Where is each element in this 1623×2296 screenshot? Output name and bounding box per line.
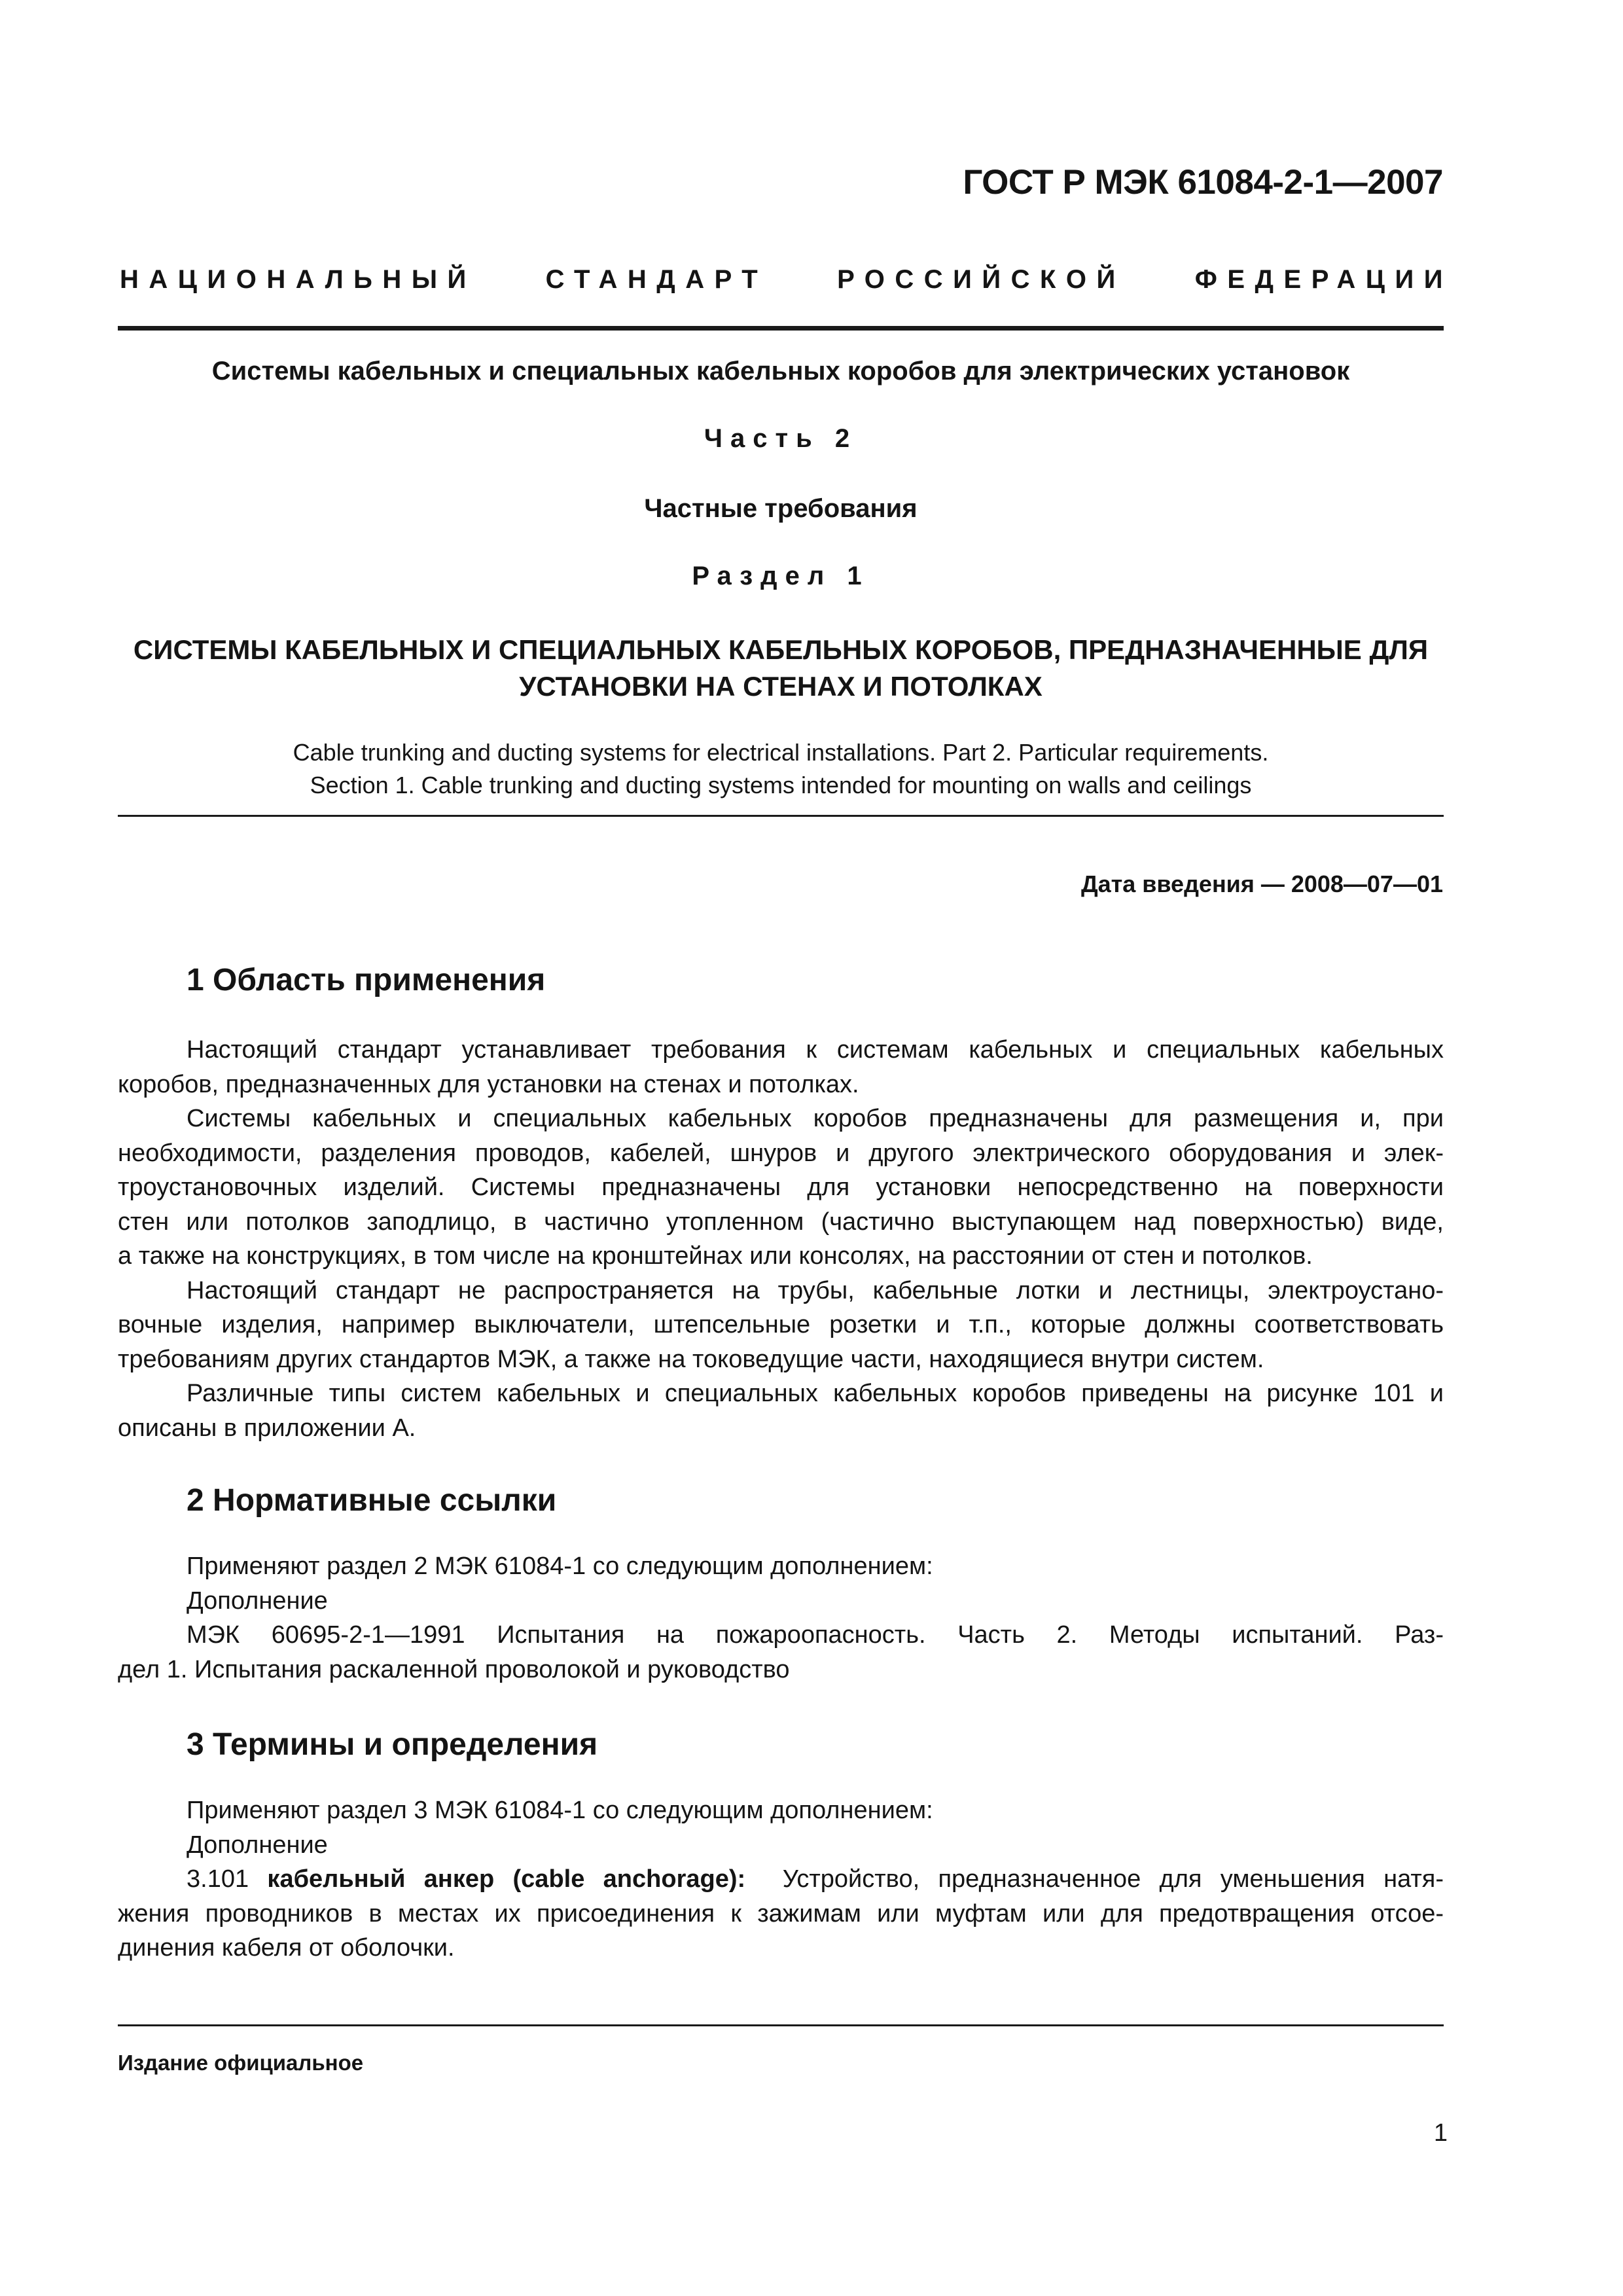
term-number: 3.101 — [187, 1865, 268, 1893]
introduction-date: Дата введения — 2008—07—01 — [1080, 870, 1443, 897]
title-divider-rule — [118, 815, 1444, 817]
text-line: описаны в приложении А. — [118, 1414, 416, 1442]
national-standard-heading — [120, 265, 1453, 295]
main-title — [118, 632, 1444, 705]
text-line: жения проводников в местах их присоединения к зажимам или муфтам или для предотвращения отсое- — [118, 1899, 1444, 1928]
header-thick-rule — [118, 326, 1444, 331]
section-1-body — [118, 1033, 1444, 1445]
term-definition-start: Устройство, предназначенное для уменьшения натя- — [745, 1865, 1444, 1893]
text-line: а также на конструкциях, в том числе на кронштейнах или консолях, на расстоянии от стен и потолков. — [118, 1242, 1313, 1270]
text-line: Различные типы систем кабельных и специальных кабельных коробов приведены на рисунке 101 и — [187, 1380, 1444, 1407]
text-line: стен или потолков заподлицо, в частично утопленном (частично выступающем над поверхностью) виде, — [118, 1208, 1444, 1236]
text-line: Применяют раздел 2 МЭК 61084-1 со следующим дополнением: — [187, 1552, 933, 1580]
text-line: динения кабеля от оболочки. — [118, 1934, 455, 1962]
national-word-1: НАЦИОНАЛЬНЫЙ — [120, 265, 476, 294]
text-line: необходимости, разделения проводов, кабелей, шнуров и другого электрического оборудования и элек- — [118, 1139, 1444, 1167]
national-word-2: СТАНДАРТ — [545, 265, 768, 294]
text-line: требованиям других стандартов МЭК, а также на токоведущие части, находящиеся внутри систем. — [118, 1345, 1264, 1373]
text-line: Системы кабельных и специальных кабельных коробов предназначены для размещения и, при — [187, 1105, 1444, 1132]
text-line: коробов, предназначенных для установки на стенах и потолках. — [118, 1070, 859, 1098]
text-line: Настоящий стандарт устанавливает требования к системам кабельных и специальных кабельных — [187, 1036, 1444, 1064]
section-3-heading: 3 Термины и определения — [187, 1727, 598, 1762]
footer-rule — [118, 2024, 1444, 2026]
document-subtitle: Частные требования — [644, 494, 918, 523]
term-name: кабельный анкер (cable anchorage): — [267, 1865, 746, 1893]
text-line: Настоящий стандарт не распространяется на трубы, кабельные лотки и лестницы, электроустано- — [187, 1276, 1444, 1304]
text-line: Применяют раздел 3 МЭК 61084-1 со следующим дополнением: — [187, 1797, 933, 1824]
text-line: троустановочных изделий. Системы предназначены для установки непосредственно на поверхности — [118, 1174, 1444, 1201]
section-1-heading: 1 Область применения — [187, 963, 546, 997]
section-3-body — [118, 1793, 1444, 1965]
section-2-body — [118, 1549, 1444, 1687]
document-title: Системы кабельных и специальных кабельных коробов для электрических установок — [211, 357, 1350, 386]
text-line: вочные изделия, например выключатели, штепсельные розетки и т.п., которые должны соответствовать — [118, 1311, 1444, 1338]
main-title-line-1: СИСТЕМЫ КАБЕЛЬНЫХ И СПЕЦИАЛЬНЫХ КАБЕЛЬНЫХ КОРОБОВ, ПРЕДНАЗНАЧЕННЫЕ ДЛЯ — [133, 634, 1429, 665]
page-number: 1 — [1433, 2119, 1448, 2147]
national-word-3: РОССИЙСКОЙ — [837, 265, 1126, 294]
official-edition-label: Издание официальное — [118, 2051, 364, 2075]
text-line: Дополнение — [187, 1587, 328, 1615]
section-2-heading: 2 Нормативные ссылки — [187, 1483, 557, 1518]
text-line: Дополнение — [187, 1831, 328, 1859]
english-title — [118, 736, 1444, 802]
national-word-4: ФЕДЕРАЦИИ — [1194, 265, 1453, 294]
english-title-line-1: Cable trunking and ducting systems for electrical installations. Part 2. Particular requirements. — [293, 739, 1269, 766]
part-label: Часть 2 — [704, 424, 858, 453]
standard-number: ГОСТ Р МЭК 61084-2-1—2007 — [963, 163, 1443, 202]
term-definition-line — [118, 1862, 1444, 1897]
english-title-line-2: Section 1. Cable trunking and ducting systems intended for mounting on walls and ceilings — [310, 772, 1252, 798]
text-line: дел 1. Испытания раскаленной проволокой и руководство — [118, 1655, 790, 1683]
text-line: МЭК 60695-2-1—1991 Испытания на пожароопасность. Часть 2. Методы испытаний. Раз- — [187, 1621, 1444, 1649]
main-title-line-2: УСТАНОВКИ НА СТЕНАХ И ПОТОЛКАХ — [519, 671, 1043, 702]
section-label: Раздел 1 — [692, 562, 870, 590]
